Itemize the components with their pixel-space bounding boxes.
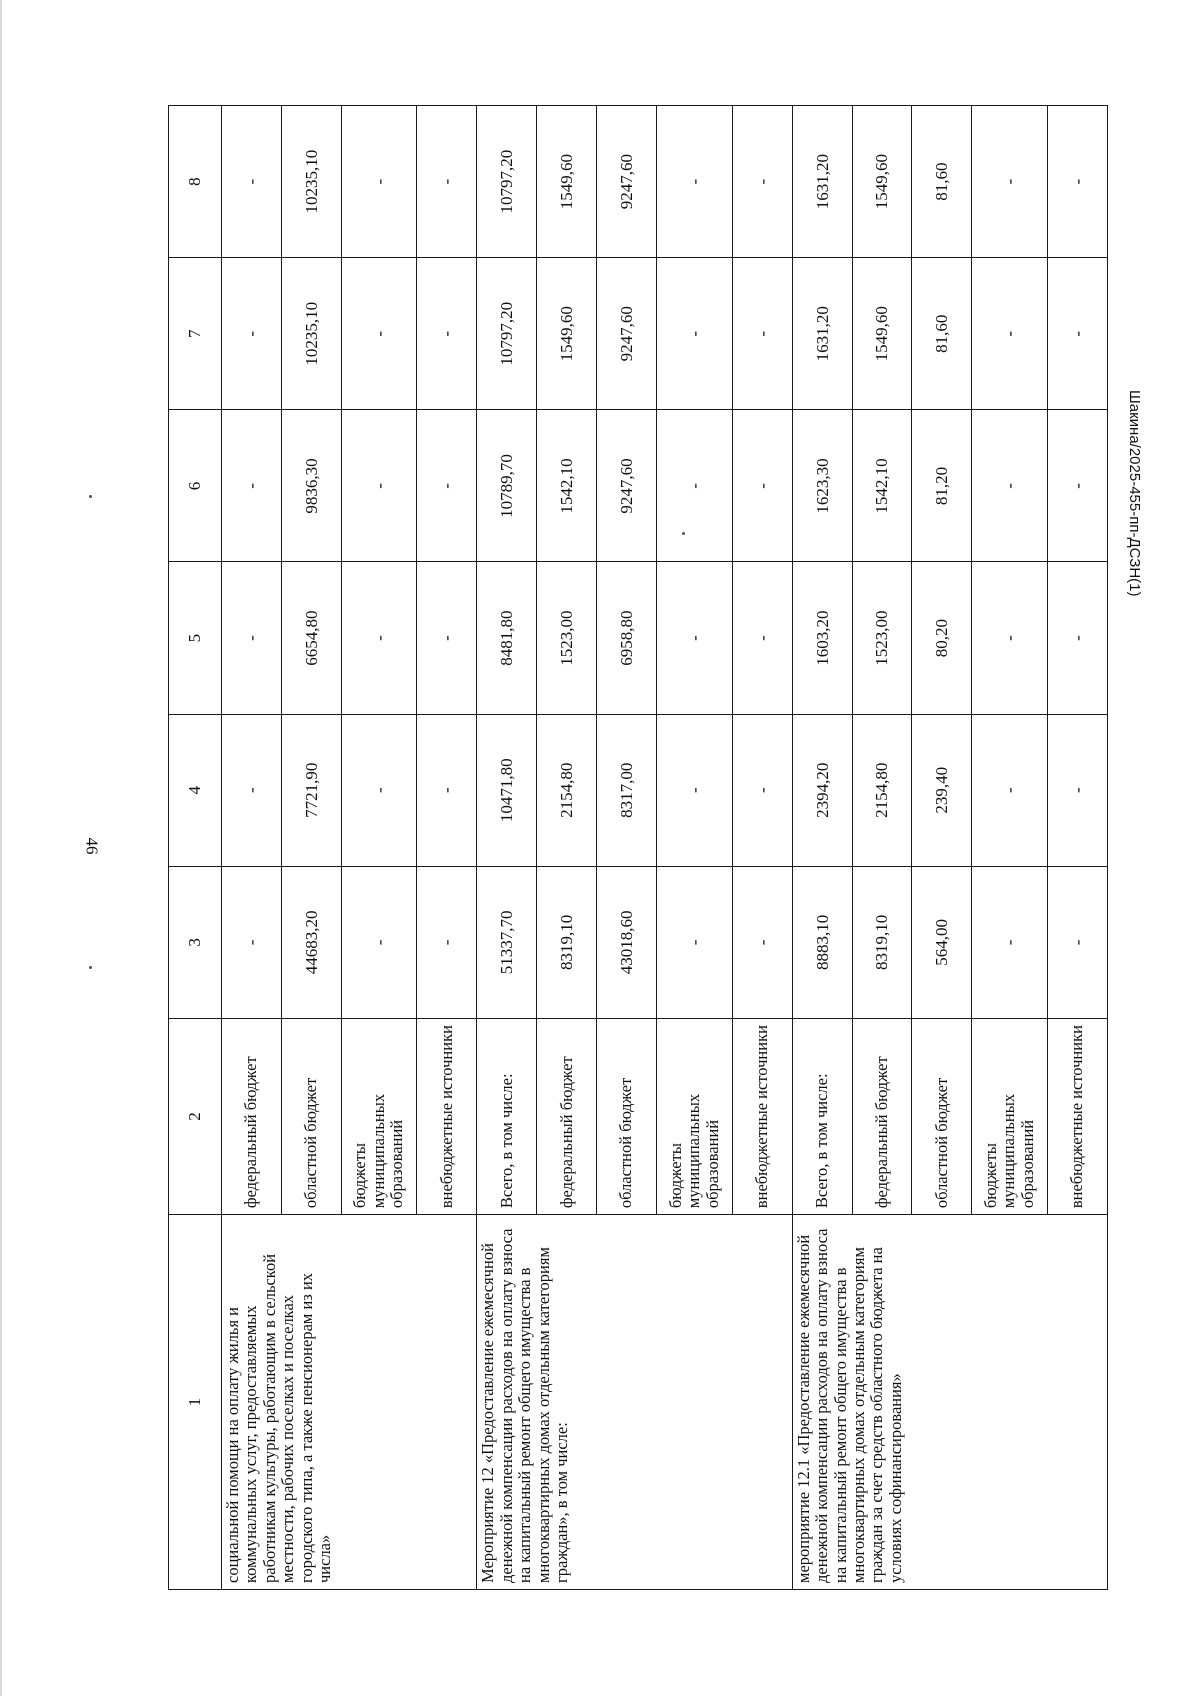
amount-cell: - bbox=[417, 714, 477, 866]
amount-cell: 1549,60 bbox=[852, 106, 912, 258]
column-header: 3 bbox=[169, 866, 222, 1018]
amount-cell: 1523,00 bbox=[537, 562, 597, 714]
table-header bbox=[169, 106, 222, 1590]
amount-cell: 6958,80 bbox=[597, 562, 657, 714]
amount-cell: - bbox=[341, 106, 416, 258]
amount-cell: - bbox=[417, 410, 477, 562]
amount-cell: 43018,60 bbox=[597, 866, 657, 1018]
amount-cell: 10797,20 bbox=[477, 258, 537, 410]
amount-cell: - bbox=[1047, 714, 1107, 866]
amount-cell: 1549,60 bbox=[537, 258, 597, 410]
funding-source-cell: бюджеты муниципальных образований bbox=[657, 1018, 732, 1214]
amount-cell: - bbox=[1047, 106, 1107, 258]
amount-cell: 10471,80 bbox=[477, 714, 537, 866]
amount-cell: 10789,70 bbox=[477, 410, 537, 562]
amount-cell: - bbox=[341, 258, 416, 410]
amount-cell: 9836,30 bbox=[281, 410, 341, 562]
amount-cell: - bbox=[222, 714, 282, 866]
amount-cell: - bbox=[1047, 866, 1107, 1018]
amount-cell: 81,60 bbox=[912, 258, 972, 410]
amount-cell: - bbox=[417, 866, 477, 1018]
amount-cell: - bbox=[972, 258, 1047, 410]
funding-source-cell: внебюджетные источники bbox=[1047, 1018, 1107, 1214]
column-header: 2 bbox=[169, 1018, 222, 1214]
funding-source-cell: федеральный бюджет bbox=[852, 1018, 912, 1214]
amount-cell: 9247,60 bbox=[597, 258, 657, 410]
funding-source-cell: бюджеты муниципальных образований bbox=[341, 1018, 416, 1214]
amount-cell: 8317,00 bbox=[597, 714, 657, 866]
amount-cell: 8481,80 bbox=[477, 562, 537, 714]
amount-cell: 2394,20 bbox=[792, 714, 852, 866]
amount-cell: 81,20 bbox=[912, 410, 972, 562]
funding-source-cell: федеральный бюджет bbox=[222, 1018, 282, 1214]
amount-cell: 1549,60 bbox=[852, 258, 912, 410]
amount-cell: - bbox=[417, 562, 477, 714]
amount-cell: 51337,70 bbox=[477, 866, 537, 1018]
table-row bbox=[477, 106, 537, 1590]
amount-cell: 44683,20 bbox=[281, 866, 341, 1018]
amount-cell: - bbox=[1047, 258, 1107, 410]
funding-source-cell: Всего, в том числе: bbox=[477, 1018, 537, 1214]
amount-cell: 1542,10 bbox=[537, 410, 597, 562]
amount-cell: 1549,60 bbox=[537, 106, 597, 258]
column-header: 6 bbox=[169, 410, 222, 562]
document-code: Шакина/2025-455-пп-ДСЗН(1) bbox=[1126, 390, 1143, 597]
funding-source-cell: областной бюджет bbox=[281, 1018, 341, 1214]
amount-cell: - bbox=[341, 866, 416, 1018]
amount-cell: - bbox=[417, 258, 477, 410]
amount-cell: - bbox=[972, 714, 1047, 866]
scan-speck bbox=[89, 966, 92, 969]
table-body bbox=[222, 106, 1108, 1590]
amount-cell: 564,00 bbox=[912, 866, 972, 1018]
amount-cell: - bbox=[222, 410, 282, 562]
amount-cell: - bbox=[657, 866, 732, 1018]
amount-cell: - bbox=[222, 562, 282, 714]
amount-cell: 10235,10 bbox=[281, 258, 341, 410]
budget-table-rotated bbox=[168, 105, 1108, 1590]
amount-cell: 10797,20 bbox=[477, 106, 537, 258]
funding-source-cell: федеральный бюджет bbox=[537, 1018, 597, 1214]
amount-cell: 9247,60 bbox=[597, 410, 657, 562]
amount-cell: - bbox=[222, 258, 282, 410]
amount-cell: 81,60 bbox=[912, 106, 972, 258]
column-header: 8 bbox=[169, 106, 222, 258]
amount-cell: 7721,90 bbox=[281, 714, 341, 866]
funding-source-cell: внебюджетные источники bbox=[732, 1018, 792, 1214]
amount-cell: 8883,10 bbox=[792, 866, 852, 1018]
measure-description-cell: социальной помощи на оплату жилья и коммунальных услуг, предоставляемых работникам культуры, работающим в сельской местности, рабочих поселках и поселках городского типа, а также пенсионерам из их числа» bbox=[222, 1215, 477, 1590]
amount-cell: - bbox=[732, 258, 792, 410]
amount-cell: - bbox=[341, 562, 416, 714]
funding-source-cell: Всего, в том числе: bbox=[792, 1018, 852, 1214]
column-header: 4 bbox=[169, 714, 222, 866]
amount-cell: - bbox=[657, 714, 732, 866]
funding-source-cell: областной бюджет bbox=[912, 1018, 972, 1214]
amount-cell: - bbox=[657, 410, 732, 562]
measure-description-cell: мероприятие 12.1 «Предоставление ежемесячной денежной компенсации расходов на оплату взноса на капитальный ремонт общего имущества в многоквартирных домах отдельным категориям граждан за счет средств областного бюджета на условиях софинансирования» bbox=[792, 1215, 1107, 1590]
amount-cell: - bbox=[657, 562, 732, 714]
amount-cell: 80,20 bbox=[912, 562, 972, 714]
amount-cell: 9247,60 bbox=[597, 106, 657, 258]
column-header: 5 bbox=[169, 562, 222, 714]
amount-cell: - bbox=[341, 410, 416, 562]
amount-cell: 6654,80 bbox=[281, 562, 341, 714]
measure-description-cell: Мероприятие 12 «Предоставление ежемесячной денежной компенсации расходов на оплату взноса на капитальный ремонт общего имущества в многоквартирных домах отдельным категориям граждан», в том числе: bbox=[477, 1215, 792, 1590]
amount-cell: 1523,00 bbox=[852, 562, 912, 714]
amount-cell: 1631,20 bbox=[792, 106, 852, 258]
funding-source-cell: внебюджетные источники bbox=[417, 1018, 477, 1214]
page-number: 46 bbox=[82, 837, 102, 855]
amount-cell: 10235,10 bbox=[281, 106, 341, 258]
amount-cell: - bbox=[1047, 410, 1107, 562]
amount-cell: - bbox=[972, 106, 1047, 258]
amount-cell: - bbox=[657, 106, 732, 258]
scan-speck bbox=[89, 495, 92, 498]
amount-cell: - bbox=[732, 106, 792, 258]
amount-cell: 2154,80 bbox=[852, 714, 912, 866]
amount-cell: - bbox=[222, 866, 282, 1018]
amount-cell: - bbox=[732, 714, 792, 866]
column-header: 7 bbox=[169, 258, 222, 410]
budget-table bbox=[168, 105, 1108, 1590]
amount-cell: - bbox=[972, 562, 1047, 714]
funding-source-cell: бюджеты муниципальных образований bbox=[972, 1018, 1047, 1214]
amount-cell: - bbox=[732, 410, 792, 562]
amount-cell: 8319,10 bbox=[537, 866, 597, 1018]
amount-cell: - bbox=[732, 562, 792, 714]
header-row bbox=[169, 106, 222, 1590]
amount-cell: - bbox=[417, 106, 477, 258]
amount-cell: 1603,20 bbox=[792, 562, 852, 714]
amount-cell: 8319,10 bbox=[852, 866, 912, 1018]
amount-cell: 1542,10 bbox=[852, 410, 912, 562]
amount-cell: - bbox=[972, 866, 1047, 1018]
amount-cell: 1623,30 bbox=[792, 410, 852, 562]
amount-cell: 1631,20 bbox=[792, 258, 852, 410]
scan-edge-line bbox=[0, 0, 2, 1696]
table-row bbox=[792, 106, 852, 1590]
amount-cell: 239,40 bbox=[912, 714, 972, 866]
amount-cell: - bbox=[222, 106, 282, 258]
amount-cell: - bbox=[657, 258, 732, 410]
amount-cell: - bbox=[732, 866, 792, 1018]
amount-cell: - bbox=[341, 714, 416, 866]
table-row bbox=[222, 106, 282, 1590]
funding-source-cell: областной бюджет bbox=[597, 1018, 657, 1214]
amount-cell: - bbox=[1047, 562, 1107, 714]
column-header: 1 bbox=[169, 1215, 222, 1590]
amount-cell: 2154,80 bbox=[537, 714, 597, 866]
amount-cell: - bbox=[972, 410, 1047, 562]
